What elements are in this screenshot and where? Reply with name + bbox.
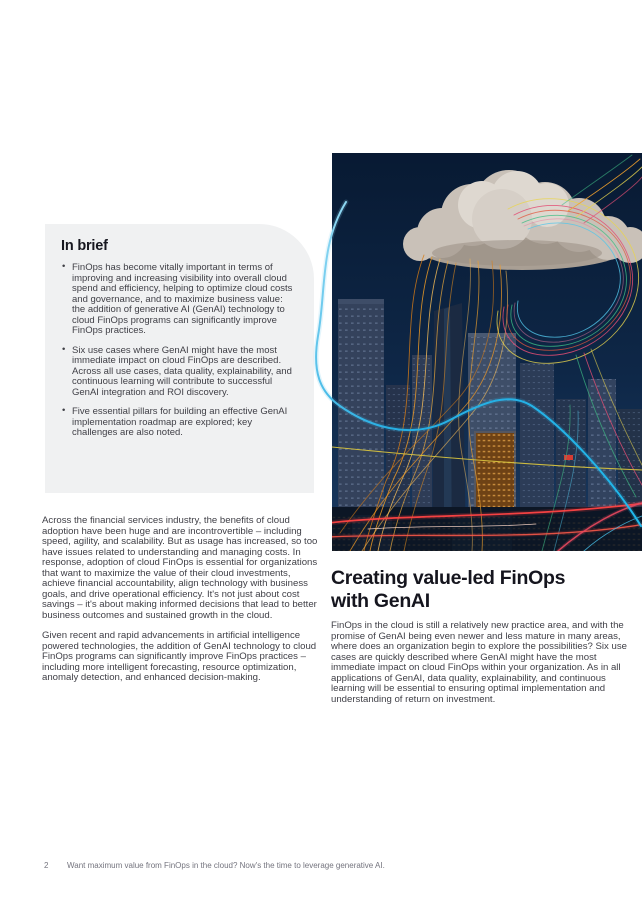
bullet-icon: • — [62, 261, 66, 272]
section-heading: Creating value-led FinOps with GenAI — [331, 567, 566, 612]
in-brief-title: In brief — [61, 238, 108, 254]
hero-image — [332, 153, 642, 551]
bullet-icon: • — [62, 343, 66, 355]
city-skyline-illustration — [332, 153, 642, 551]
in-brief-bullet — [61, 263, 296, 337]
bullet-icon: • — [62, 405, 66, 416]
intro-column — [42, 516, 318, 694]
in-brief-bullet — [61, 343, 296, 399]
page-footer — [44, 861, 385, 870]
in-brief-bullet-text: FinOps has become vitally important in terms of improving and increasing visibility into overall cloud spend and efficiency, helping to optimize cloud costs and governance, and to maximize business value: the addition of generative AI (GenAI) technology to cloud FinOps programs can significantly improve FinOps practices. — [72, 262, 293, 336]
in-brief-panel — [45, 224, 314, 493]
in-brief-list — [61, 263, 296, 439]
intro-paragraph: Across the financial services industry, the benefits of cloud adoption have been huge and are incontrovertible – including speed, agility, and scalability. But as usage has increased, so too have issues related to understanding and managing costs. In response, adoption of cloud FinOps is essential for organizations that want to maximize the value of their cloud investments, achieve financial accountability, align technology with business goals, and drive operational efficiency. It's not just about cost savings – it's about making informed decisions that lead to better business outcomes and sustained growth in the cloud. — [42, 515, 318, 621]
in-brief-bullet-text: Six use cases where GenAI might have the most immediate impact on cloud FinOps are described. Across all use cases, data quality, explainability, and continuous learning will contribute to successful GenAI integration and ROI discovery. — [72, 344, 292, 398]
footer-text: Want maximum value from FinOps in the cloud? Now's the time to leverage generative AI. — [67, 861, 385, 870]
intro-paragraph: Given recent and rapid advancements in artificial intelligence powered technologies, the addition of GenAI technology to cloud FinOps programs can significantly improve FinOps practices – including more intelligent forecasting, resource optimization, anomaly detection, and enhanced decision-making. — [42, 630, 317, 683]
in-brief-bullet — [61, 407, 296, 439]
section-body: FinOps in the cloud is still a relatively new practice area, and with the promise of GenAI being even newer and less mature in many areas, where does an organization begin to explore the possibilities? Six use cases are quickly described where GenAI might have the most immediate impact on cloud FinOps within your organization. As in all applications of GenAI, data quality, explainability, and continuous learning will be essential to ensuring optimal implementation and understanding of return on investment. — [331, 620, 627, 705]
in-brief-bullet-text: Five essential pillars for building an effective GenAI implementation roadmap are explored; key challenges are also noted. — [72, 406, 288, 438]
page-number: 2 — [44, 861, 49, 870]
section-column — [331, 567, 633, 705]
